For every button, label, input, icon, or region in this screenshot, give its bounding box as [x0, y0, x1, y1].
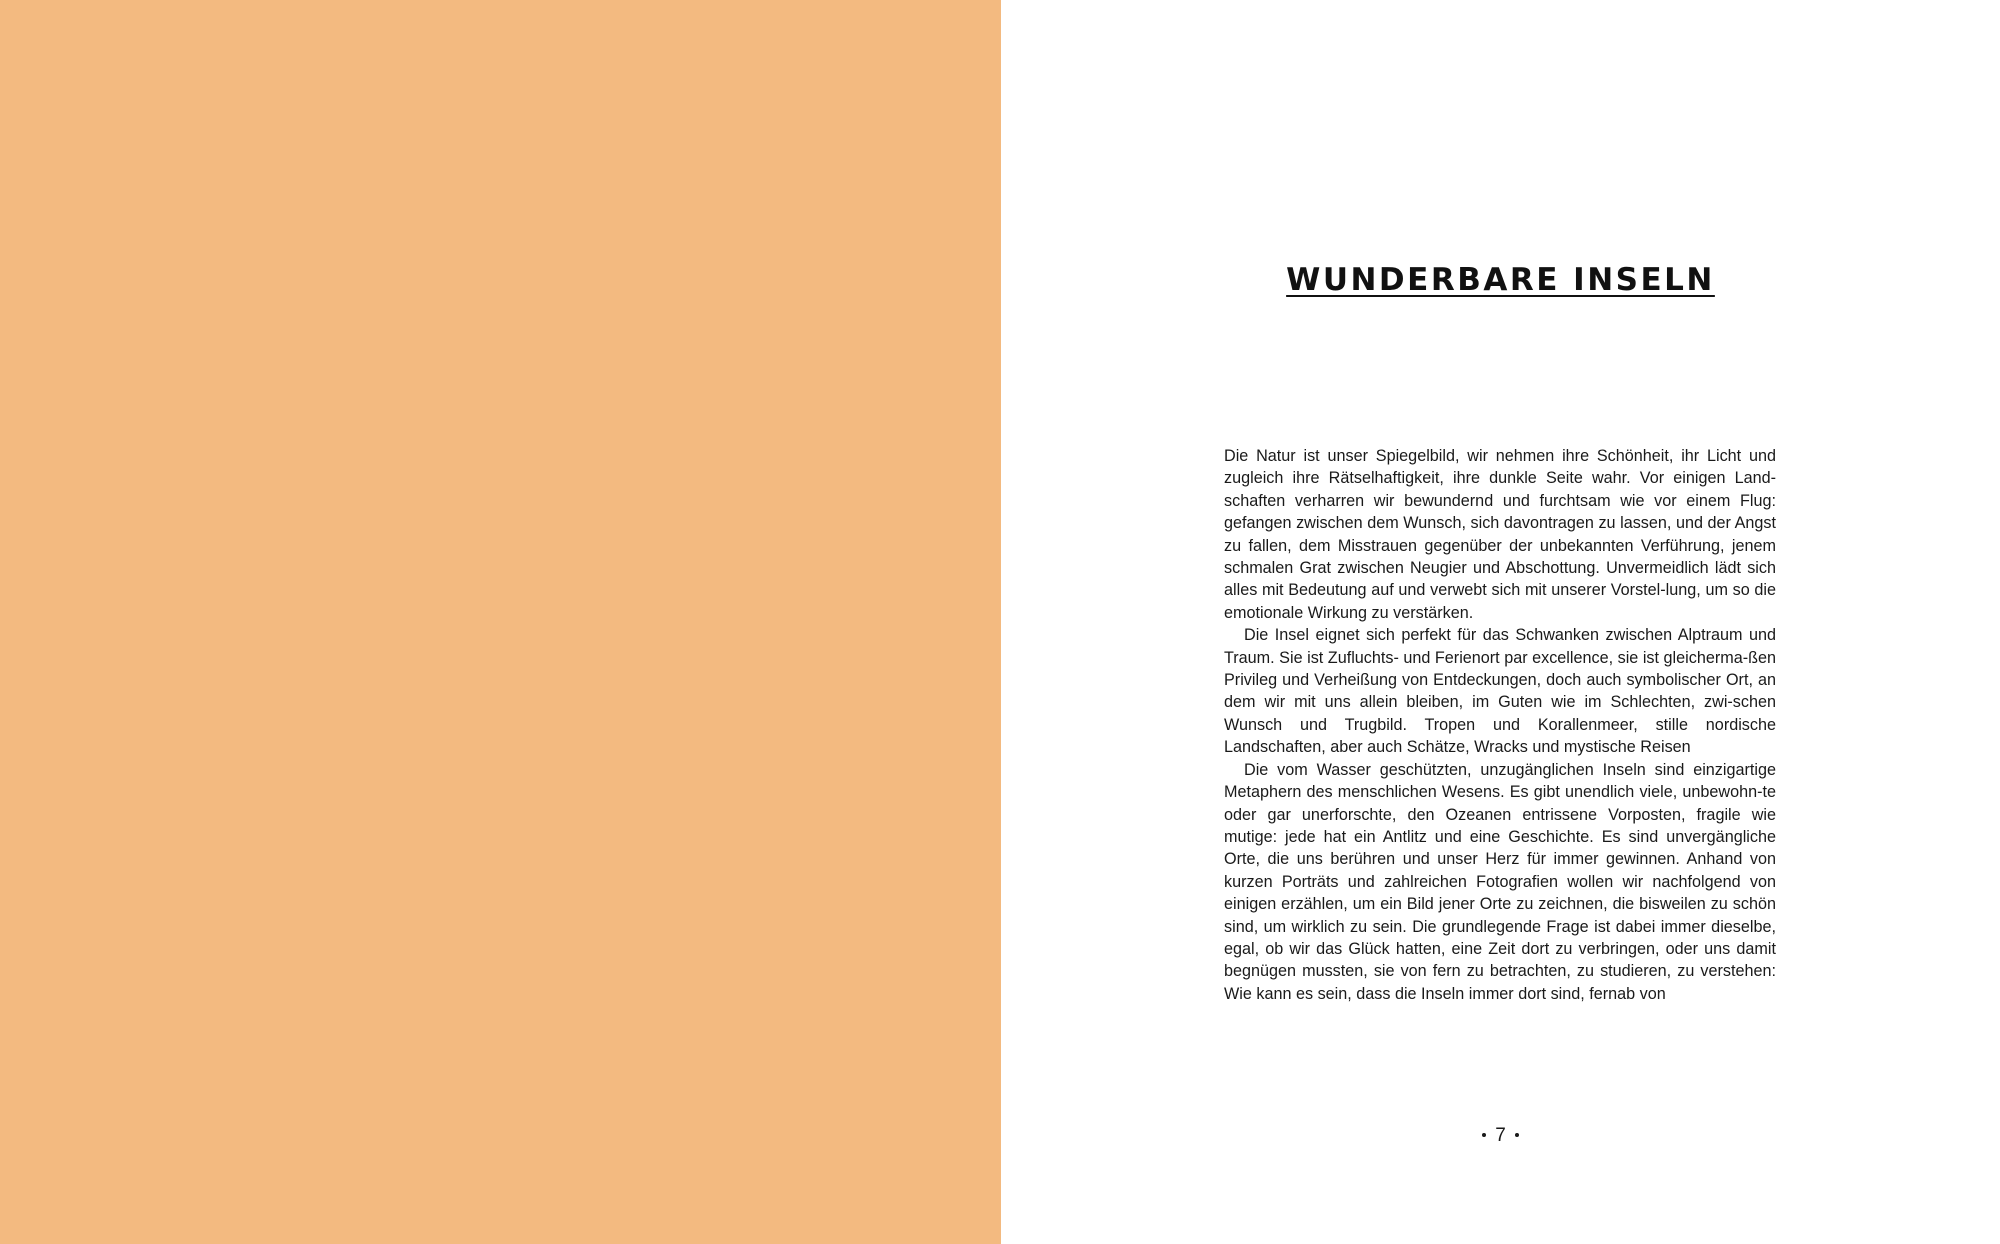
body-text: [1224, 445, 1776, 1007]
paragraph-3: Die vom Wasser geschützten, unzugänglichen Inseln sind einzigartige Metaphern des menschlichen Wesens. Es gibt unendlich viele, unbewohn-te oder gar unerforschte, den Ozeanen entrissene Vorposten, fragile wie mutige: jede hat ein Antlitz und eine Geschichte. Es sind unvergängliche Orte, die uns berühren und unser Herz für immer gewinnen. Anhand von kurzen Porträts und zahlreichen Fotografien wollen wir nachfolgend von einigen erzählen, um ein Bild jener Orte zu zeichnen, die bisweilen zu schön sind, um wirklich zu sein. Die grundlegende Frage ist dabei immer dieselbe, egal, ob wir das Glück hatten, eine Zeit dort zu verbringen, oder uns damit begnügen mussten, sie von fern zu betrachten, zu studieren, zu verstehen: Wie kann es sein, dass die Inseln immer dort sind, fernab von: [1224, 760, 1776, 1003]
chapter-title: [1001, 262, 2000, 298]
page-number-dot-left: [1482, 1133, 1486, 1137]
page-number: [1001, 1125, 2000, 1147]
paragraph-1: Die Natur ist unser Spiegelbild, wir nehmen ihre Schönheit, ihr Licht und zugleich ihre Rätselhaftigkeit, ihre dunkle Seite wahr. Vor einigen Land-schaften verharren wir bewundernd und furchtsam wie vor einem Flug: gefangen zwischen dem Wunsch, sich davontragen zu lassen, und der Angst zu fallen, dem Misstrauen gegenüber der unbekannten Verführung, jenem schmalen Grat zwischen Neugier und Abschottung. Unvermeidlich lädt sich alles mit Bedeutung auf und verwebt sich mit unserer Vorstel-lung, um so die emotionale Wirkung zu verstärken.: [1224, 447, 1776, 622]
page-number-dot-right: [1515, 1133, 1519, 1137]
page-number-value: 7: [1495, 1125, 1506, 1146]
chapter-title-text: WUNDERBARE INSELN: [1286, 262, 1715, 298]
paragraph-2: Die Insel eignet sich perfekt für das Schwanken zwischen Alptraum und Traum. Sie ist Zufluchts- und Ferienort par excellence, sie ist gleicherma-ßen Privileg und Verheißung von Entdeckungen, doch auch symbolischer Ort, an dem wir mit uns allein bleiben, im Guten wie im Schlechten, zwi-schen Wunsch und Trugbild. Tropen und Korallenmeer, stille nordische Landschaften, aber auch Schätze, Wracks und mystische Reisen: [1224, 626, 1776, 757]
right-page: [1001, 0, 2000, 1244]
